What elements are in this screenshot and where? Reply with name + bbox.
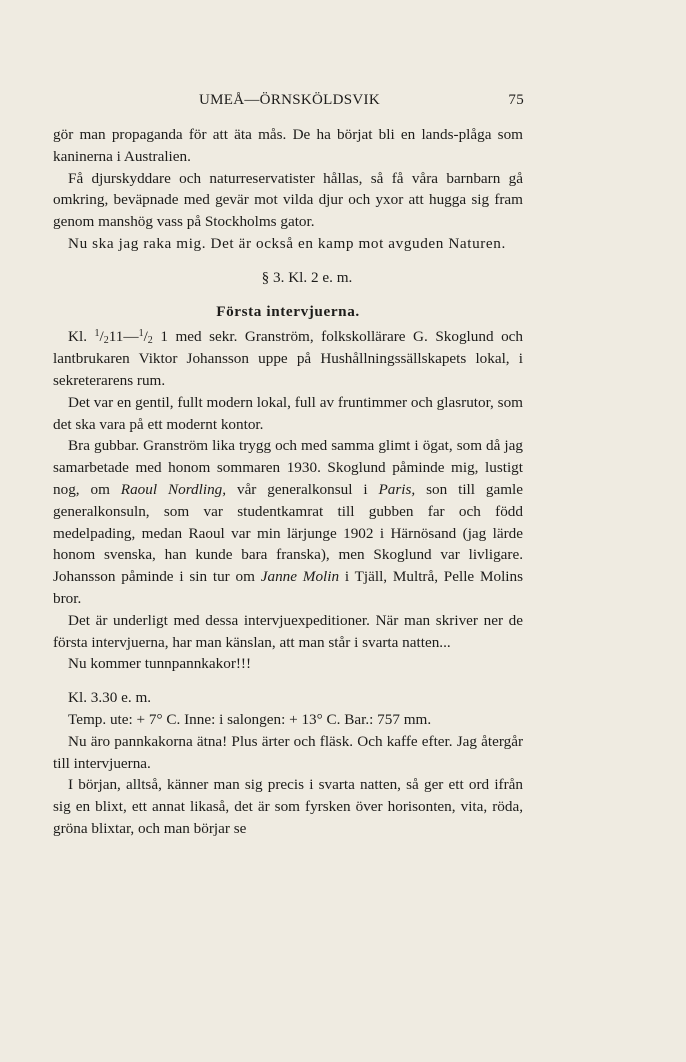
paragraph: Nu ska jag raka mig. Det är också en kamp mot avguden Naturen. <box>68 234 506 252</box>
body-text <box>53 124 523 840</box>
place-name: Paris, <box>378 480 416 498</box>
person-name: Janne Molin <box>260 568 340 586</box>
paragraph: Det var en gentil, fullt modern lokal, full av fruntimmer och glasrutor, som det ska vara på ett modernt kontor. <box>53 393 523 433</box>
time-entry: Kl. 3.30 e. m. <box>68 689 152 707</box>
section-heading: Första intervjuerna. <box>216 302 360 320</box>
temperature-entry: Temp. ute: + 7° C. Inne: i salongen: + 13° C. Bar.: 757 mm. <box>68 710 432 728</box>
paragraph: Nu äro pannkakorna ätna! Plus ärter och fläsk. Och kaffe efter. Jag återgår till intervjuerna. <box>53 732 523 772</box>
paragraph <box>53 326 523 391</box>
person-name: Raoul Nordling, <box>120 480 227 498</box>
paragraph: Bra gubbar. Granström lika trygg och med samma glimt i ögat, som då jag samarbetade med honom sommaren 1930. Skoglund påminde mig, lustigt nog, om Raoul Nordling, vår generalkonsul i Paris, son till gamle generalkonsuln, som var studentkamrat till gubben far och född medelpading, medan Raoul var min lärjunge 1902 i Härnösand (jag lärde honom svenska, han kunde bara franska), men Skoglund var livligare. Johansson påminde i sin tur om Janne Molin i Tjäll, Multrå, Pelle Molins bror. <box>53 437 524 607</box>
paragraph: Det är underligt med dessa intervjuexpeditioner. När man skriver ner de första intervjuerna, har man känslan, att man står i svarta natten... <box>53 611 523 651</box>
time-label: Kl. <box>68 328 87 346</box>
page-number: 75 <box>508 92 524 108</box>
fraction: $^1/_2$ <box>138 328 153 347</box>
section-mark: § 3. Kl. 2 e. m. <box>261 268 353 286</box>
paragraph-rest: 1 med sekr. Granström, folkskollärare G. Skoglund och lantbrukaren Viktor Johansson uppe på Hushållningssällskapets lokal, i sekreterarens rum. <box>53 328 524 389</box>
time-range: 11— <box>108 328 139 346</box>
paragraph: gör man propaganda för att äta mås. De ha börjat bli en lands-plåga som kaninerna i Australien. <box>53 126 523 165</box>
page-header <box>53 92 526 114</box>
paragraph: I början, alltså, känner man sig precis i svarta natten, så ger ett ord ifrån sig en blixt, ett annat likaså, det är som fyrsken över horisonten, vita, röda, gröna blixtar, och man börjar se <box>53 776 523 837</box>
paragraph: Få djurskyddare och naturreservatister hållas, så få våra barnbarn gå omkring, beväpnade med gevär mot vilda djur och yxor att hugga sig fram genom manshög vass på Stockholms gator. <box>53 169 523 231</box>
running-title: UMEÅ—ÖRNSKÖLDSVIK <box>199 92 380 108</box>
paragraph: Nu kommer tunnpannkakor!!! <box>68 655 252 673</box>
fraction: $^1/_2$ <box>94 328 109 347</box>
